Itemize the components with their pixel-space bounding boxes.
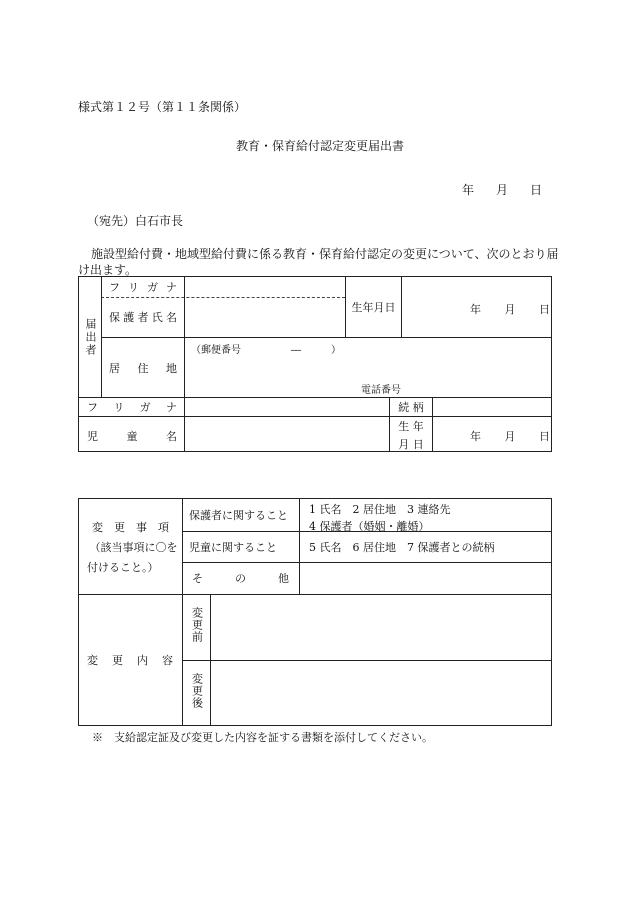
before-field[interactable] bbox=[211, 595, 551, 659]
address-label: 居 住 地 bbox=[109, 362, 177, 375]
date-year-label: 年 bbox=[462, 183, 475, 197]
submission-date bbox=[462, 181, 542, 198]
address-field[interactable] bbox=[185, 355, 551, 377]
guardian-change-label: 保護者に関すること bbox=[189, 509, 288, 522]
child-change-label: 児童に関すること bbox=[189, 540, 277, 554]
date-month-label: 月 bbox=[495, 183, 508, 197]
addressee: （宛先）白石市長 bbox=[87, 214, 184, 228]
intro-line-1: 施設型給付費・地域型給付費に係る教育・保育給付認定の変更について、次のとおり届 bbox=[91, 247, 559, 261]
attachment-note: ※ 支給認定証及び変更した内容を証する書類を添付してください。 bbox=[92, 731, 433, 744]
child-furigana-label: フ リ ガ ナ bbox=[87, 401, 177, 414]
child-birth-label: 生 年 月 日 bbox=[398, 420, 424, 451]
guardian-furigana-label: フ リ ガ ナ bbox=[109, 281, 177, 294]
other-field[interactable] bbox=[300, 563, 551, 593]
child-name-field[interactable] bbox=[185, 417, 389, 451]
guardian-change-options[interactable]: 1 氏名 2 居住地 3 連絡先 4 保護者（婚姻・離婚） bbox=[309, 503, 451, 533]
relation-field[interactable] bbox=[433, 398, 551, 415]
child-change-options[interactable]: 5 氏名 6 居住地 7 保護者との続柄 bbox=[309, 540, 495, 554]
change-table bbox=[78, 498, 552, 726]
date-day-label: 日 bbox=[529, 183, 542, 197]
child-name-label: 児 童 名 bbox=[87, 430, 177, 443]
relation-label: 続 柄 bbox=[398, 400, 424, 414]
form-title: 教育・保育給付認定変更届出書 bbox=[236, 139, 405, 153]
guardian-birthdate-label: 生年月日 bbox=[351, 301, 396, 314]
notifier-table bbox=[78, 276, 552, 452]
phone-label: 電話番号 bbox=[361, 385, 401, 396]
change-content-label: 変 更 内 容 bbox=[87, 654, 173, 667]
child-furigana-field[interactable] bbox=[185, 398, 389, 415]
notifier-group-label: 届出者 bbox=[84, 317, 97, 357]
after-label: 変更後 bbox=[190, 673, 204, 709]
guardian-name-field[interactable] bbox=[185, 298, 345, 336]
postal-code-label: （郵便番号 ― ） bbox=[191, 345, 341, 356]
child-birthdate-field[interactable]: 年 月 日 bbox=[470, 430, 550, 443]
form-number: 様式第１２号（第１１条関係） bbox=[78, 100, 247, 114]
guardian-name-label: 保 護 者 氏 名 bbox=[109, 311, 177, 324]
change-items-label: 変 更 事 項 （該当事項に〇を 付けること。） bbox=[87, 520, 178, 574]
after-field[interactable] bbox=[211, 661, 551, 725]
other-label: そ の 他 bbox=[192, 572, 289, 585]
guardian-birthdate-field[interactable]: 年 月 日 bbox=[470, 303, 550, 316]
guardian-furigana-field[interactable] bbox=[185, 278, 345, 297]
before-label: 変更前 bbox=[190, 607, 204, 643]
intro-line-2: け出ます。 bbox=[78, 263, 138, 277]
